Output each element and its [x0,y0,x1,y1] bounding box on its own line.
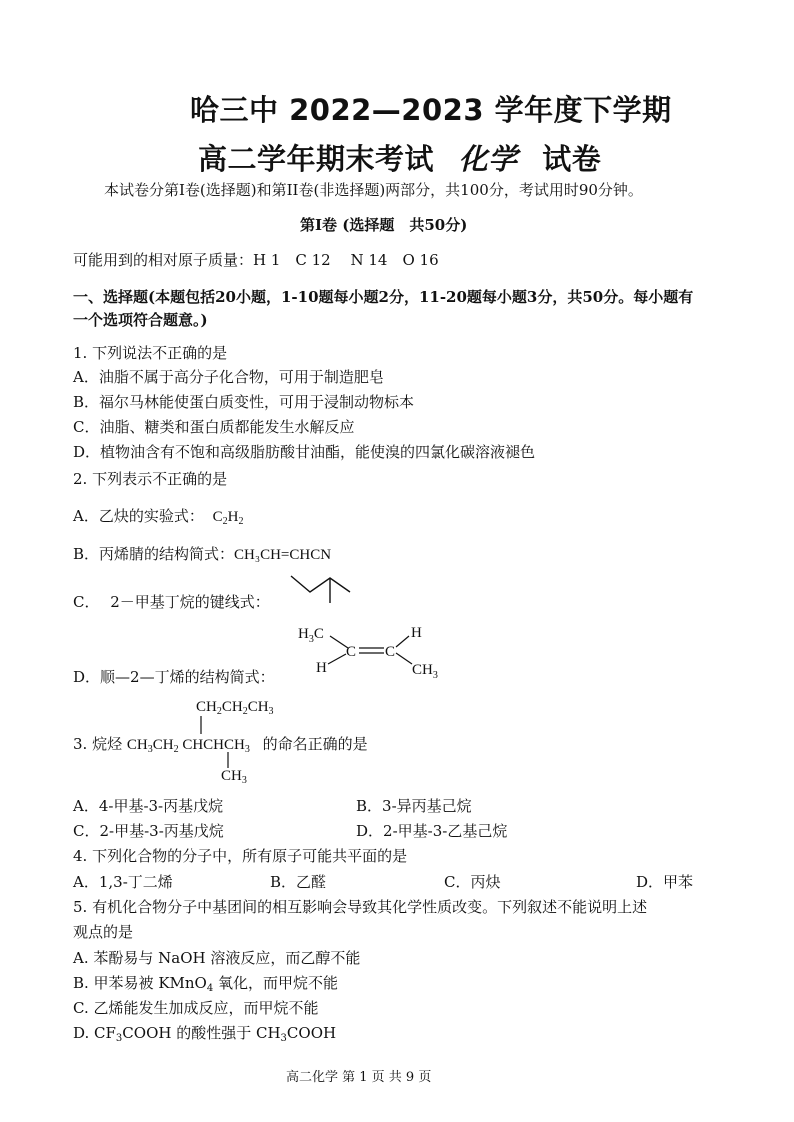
q3-stem [73,734,368,760]
q3-option-d: D．2-甲基-3-乙基己烷 [356,822,508,840]
part-heading: 第I卷 (选择题 共50分) [300,216,468,234]
exam-title-grade: 高二学年期末考试 [198,142,435,176]
q2-option-c-text: 2－甲基丁烷的键线式： [110,593,270,611]
acrylonitrile-formula: CH₃CH=CHCN [234,547,332,563]
svg-text:C: C [346,644,357,660]
q1-option-a: A．油脂不属于高分子化合物，可用于制造肥皂 [73,368,384,386]
q3-option-a: A．4-甲基-3-丙基戊烷 [73,797,224,815]
section-heading-line2: 一个选项符合题意。) [73,311,208,329]
q3-stem-end: 的命名正确的是 [262,735,368,753]
atomic-mass-line: 可能用到的相对原子质量：H 1 C 12 N 14 O 16 [73,251,439,269]
q5-option-d: D. $CF_3COOH$ 的酸性强于 $CH_3COOH$ [73,1024,337,1044]
exam-title-line2 [198,137,601,178]
q3-option-b: B．3-异丙基己烷 [356,797,472,815]
q5-stem-line2: 观点的是 [73,923,134,941]
acetylene-empirical-formula: $C_2H_2$ [212,509,244,527]
svg-text:H3C: $H_3C$ [298,626,324,645]
q3-option-c: C．2-甲基-3-丙基戊烷 [73,822,224,840]
q5-option-a: A. 苯酚易与 NaOH 溶液反应，而乙醇不能 [73,949,361,967]
q1-option-c: C．油脂、糖类和蛋白质都能发生水解反应 [73,418,355,436]
q4-option-c: C．丙炔 [444,873,501,891]
q2-option-c [73,592,270,612]
q1-stem: 1. 下列说法不正确的是 [73,344,228,362]
q1-option-b: B．福尔马林能使蛋白质变性，可用于浸制动物标本 [73,393,415,411]
q3-bond-top [199,716,203,734]
q1-option-d: D．植物油含有不饱和高级脂肪酸甘油酯，能使溴的四氯化碳溶液褪色 [73,443,536,461]
svg-text:H: H [316,660,327,676]
q5-option-d-end: COOH [286,1024,337,1042]
q3-branch-bottom: $CH_3$ [221,768,247,786]
q2-option-b-label: B．丙烯腈的结构简式： [73,545,235,563]
exam-intro: 本试卷分第I卷(选择题)和第II卷(非选择题)两部分，共100分，考试用时90分钟。 [104,181,643,199]
q5-option-c: C. 乙烯能发生加成反应，而甲烷不能 [73,999,319,1017]
q2-stem: 2. 下列表示不正确的是 [73,470,228,488]
svg-text:H: H [411,625,422,641]
q4-option-b: B．乙醛 [270,873,327,891]
exam-title-line1: 哈三中 2022—2023 学年度下学期 [190,93,672,127]
q5-option-d-start: D. CF [73,1024,116,1042]
q3-branch-top: $CH_2CH_2CH_3$ [196,699,274,717]
q3-bond-bottom [226,752,230,768]
q5-option-d-middle: COOH 的酸性强于 CH [122,1024,281,1042]
q4-option-d: D．甲苯 [636,873,694,891]
q5-stem-line1: 5. 有机化合物分子中基团间的相互影响会导致其化学性质改变。下列叙述不能说明上述 [73,898,648,916]
methylbutane-skeletal-formula [288,570,358,606]
q3-main-chain: $CH_3CH_2$ $CHCHCH_3$ [126,737,250,755]
q2-option-c-label: C． [73,593,100,611]
q2-option-d-label: D．顺—2—丁烯的结构简式： [73,668,275,686]
q2-option-a [73,506,243,532]
exam-title-subject: 化学 [458,142,518,176]
q4-option-a: A．1,3-丁二烯 [73,873,173,891]
q3-stem-start: 3. 烷烃 [73,735,123,753]
page-footer: 高二化学 第 1 页 共 9 页 [286,1070,432,1085]
q5-option-b-end: 氧化，而甲烷不能 [213,974,339,992]
q5-option-b: B. 甲苯易被 KMnO$_4$ 氧化，而甲烷不能 [73,974,339,994]
q5-option-b-start: B. 甲苯易被 KMnO [73,974,207,992]
svg-text:C: C [385,644,396,660]
q2-option-a-label: A．乙炔的实验式： [73,507,204,525]
svg-text:CH3: $CH_3$ [412,662,438,678]
q2-option-b [73,544,331,565]
q4-stem: 4. 下列化合物的分子中，所有原子可能共平面的是 [73,847,408,865]
cis-2-butene-structure [296,622,466,678]
section-heading-line1: 一、选择题(本题包括20小题，1-10题每小题2分，11-20题每小题3分，共50分。每小题有 [73,288,694,306]
exam-title-suffix: 试卷 [542,142,602,176]
